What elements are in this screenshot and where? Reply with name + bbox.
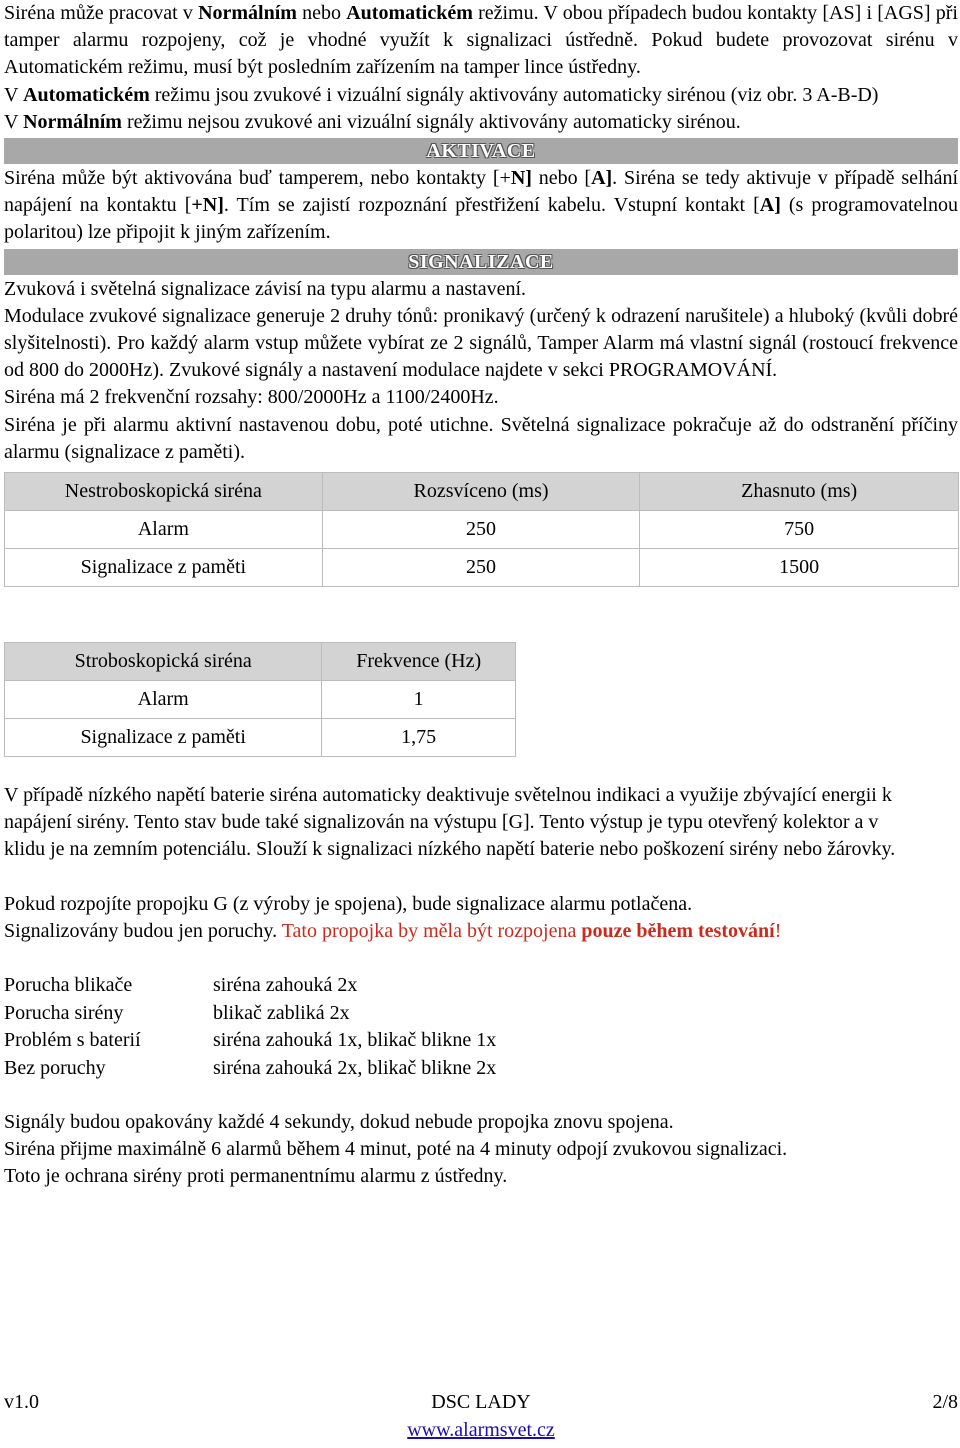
table-header-row <box>5 643 516 681</box>
fault-list <box>4 972 958 1082</box>
closing-line-3: Toto je ochrana sirény proti permanentnímu alarmu z ústředny. <box>4 1165 508 1188</box>
page-footer <box>4 1391 958 1445</box>
footer-version: v1.0 <box>4 1391 39 1413</box>
text-run: režimu nejsou zvukové ani vizuální signály aktivovány automaticky sirénou. <box>121 110 741 133</box>
bold-text: A] <box>591 167 613 190</box>
signalization-paragraph-4: Siréna je při alarmu aktivní nastavenou dobu, poté utichne. Světelná signalizace pokračuje až do odstranění příčiny alarmu (signalizace z paměti). <box>4 413 958 463</box>
table-cell: 1,75 <box>322 719 516 757</box>
list-item <box>4 1027 958 1055</box>
text-run: (s programovatelnou polaritou) lze připojit k jiným zařízením. <box>4 194 958 244</box>
section-heading-signalizace: SIGNALIZACE <box>4 249 958 275</box>
table-cell: Signalizace z paměti <box>5 719 322 757</box>
fault-indication: siréna zahouká 2x, blikač blikne 2x <box>213 1056 497 1079</box>
list-item <box>4 972 958 1000</box>
table-header-cell: Zhasnuto (ms) <box>640 473 959 511</box>
table-cell: Alarm <box>5 681 322 719</box>
document-page <box>4 0 958 1191</box>
jumper-warning-text: Tato propojka by měla být rozpojena <box>281 919 582 942</box>
jumper-paragraph-line2 <box>4 918 958 945</box>
table-cell: 1 <box>322 681 516 719</box>
normal-mode-paragraph <box>4 109 958 136</box>
table-row <box>5 719 516 757</box>
table-cell: Signalizace z paměti <box>5 549 323 587</box>
bold-text: A] <box>759 194 781 217</box>
bold-text: +N] <box>191 194 224 217</box>
text-run: režimu. V obou případech budou kontakty [AS] i [AGS] při tamper alarmu rozpojeny, což je vhodné využít k signalizaci ústředně. Pokud budete provozovat sirénu v Automatickém režimu, musí být posledním zařízením na tamper lince ústředny. <box>4 2 958 79</box>
table-cell: 250 <box>322 549 640 587</box>
battery-paragraph: V případě nízkého napětí baterie siréna automaticky deaktivuje světelnou indikaci a využije zbývající energii k napájení sirény. Tento stav bude také signalizován na výstupu [G]. Tento výstup je typu otevřený kolektor a v klidu je na zemním potenciálu. Slouží k signalizaci nízkého napětí baterie nebo poškození sirény nebo žárovky. <box>4 784 896 861</box>
text-run: Siréna může být aktivována buď tamperem, nebo kontakty [+ <box>4 167 511 190</box>
footer-page-number: 2/8 <box>932 1391 958 1413</box>
jumper-paragraph-line1: Pokud rozpojíte propojku G (z výroby je spojena), bude signalizace alarmu potlačena. <box>4 892 693 915</box>
text-run: nebo <box>296 2 347 24</box>
activation-paragraph <box>4 165 958 247</box>
table-row <box>5 549 959 587</box>
intro-paragraph <box>4 0 958 82</box>
table-cell: 250 <box>322 511 640 549</box>
table-header-row <box>5 473 959 511</box>
table-cell: Alarm <box>5 511 323 549</box>
fault-label: Porucha blikače <box>4 974 133 997</box>
table-row <box>5 681 516 719</box>
text-run: V <box>4 110 24 133</box>
bold-text: Automatickém <box>23 83 150 106</box>
text-run: . Tím se zajistí rozpoznání přestřižení kabelu. Vstupní kontakt [ <box>223 194 760 217</box>
jumper-faults-text: Signalizovány budou jen poruchy. <box>4 919 282 942</box>
bold-text: Normálním <box>23 110 122 133</box>
bold-text: Automatickém <box>346 2 473 24</box>
list-item <box>4 1000 958 1028</box>
table-cell: 1500 <box>640 549 959 587</box>
table-header-cell: Frekvence (Hz) <box>322 643 516 681</box>
fault-indication: siréna zahouká 2x <box>213 974 358 997</box>
closing-line-1: Signály budou opakovány každé 4 sekundy, dokud nebude propojka znovu spojena. <box>4 1111 674 1134</box>
table-row <box>5 511 959 549</box>
text-run: V <box>4 83 24 106</box>
table-header-cell: Rozsvíceno (ms) <box>322 473 640 511</box>
table-cell: 750 <box>640 511 959 549</box>
table-header-cell: Stroboskopická siréna <box>5 643 322 681</box>
signalization-paragraph-2: Modulace zvukové signalizace generuje 2 druhy tónů: pronikavý (určený k odrazení narušitele) a hluboký (kvůli dobré slyšitelnosti). Pro každý alarm vstup můžete vybírat ze 2 signálů, Tamper Alarm má vlastní signál (rostoucí frekvence od 800 do 2000Hz). Zvukové signály a nastavení modulace najdete v sekci PROGRAMOVÁNÍ. <box>4 304 958 382</box>
strobe-siren-table <box>4 642 516 757</box>
bold-text: N] <box>510 167 532 190</box>
section-heading-aktivace: AKTIVACE <box>4 138 958 164</box>
nonstrobe-siren-table <box>4 472 959 587</box>
footer-website-link[interactable]: www.alarmsvet.cz <box>407 1419 555 1441</box>
fault-indication: blikač zabliká 2x <box>213 1001 350 1024</box>
table-header-cell: Nestroboskopická siréna <box>5 473 323 511</box>
text-run: režimu jsou zvukové i vizuální signály aktivovány automaticky sirénou (viz obr. 3 A-B-D) <box>149 83 879 106</box>
fault-label: Problém s baterií <box>4 1029 141 1052</box>
automatic-mode-paragraph <box>4 82 958 109</box>
text-run: Siréna může pracovat v <box>4 2 199 24</box>
list-item <box>4 1055 958 1083</box>
signalization-paragraph-3: Siréna má 2 frekvenční rozsahy: 800/2000Hz a 1100/2400Hz. <box>4 386 499 409</box>
closing-line-2: Siréna přijme maximálně 6 alarmů během 4 minut, poté na 4 minuty odpojí zvukovou signalizaci. <box>4 1138 788 1161</box>
jumper-warning-emphasis: pouze během testování <box>581 919 775 942</box>
text-run: . Siréna se tedy aktivuje v případě selhání napájení na kontaktu [ <box>4 167 959 217</box>
bold-text: Normálním <box>198 2 297 24</box>
signalization-paragraph-1: Zvuková i světelná signalizace závisí na typu alarmu a nastavení. <box>4 277 527 300</box>
jumper-warning-end: ! <box>774 919 782 942</box>
text-run: nebo [ <box>531 167 592 190</box>
fault-label: Porucha sirény <box>4 1001 124 1024</box>
fault-label: Bez poruchy <box>4 1056 106 1079</box>
footer-title: DSC LADY <box>431 1391 531 1413</box>
fault-indication: siréna zahouká 1x, blikač blikne 1x <box>213 1029 497 1052</box>
